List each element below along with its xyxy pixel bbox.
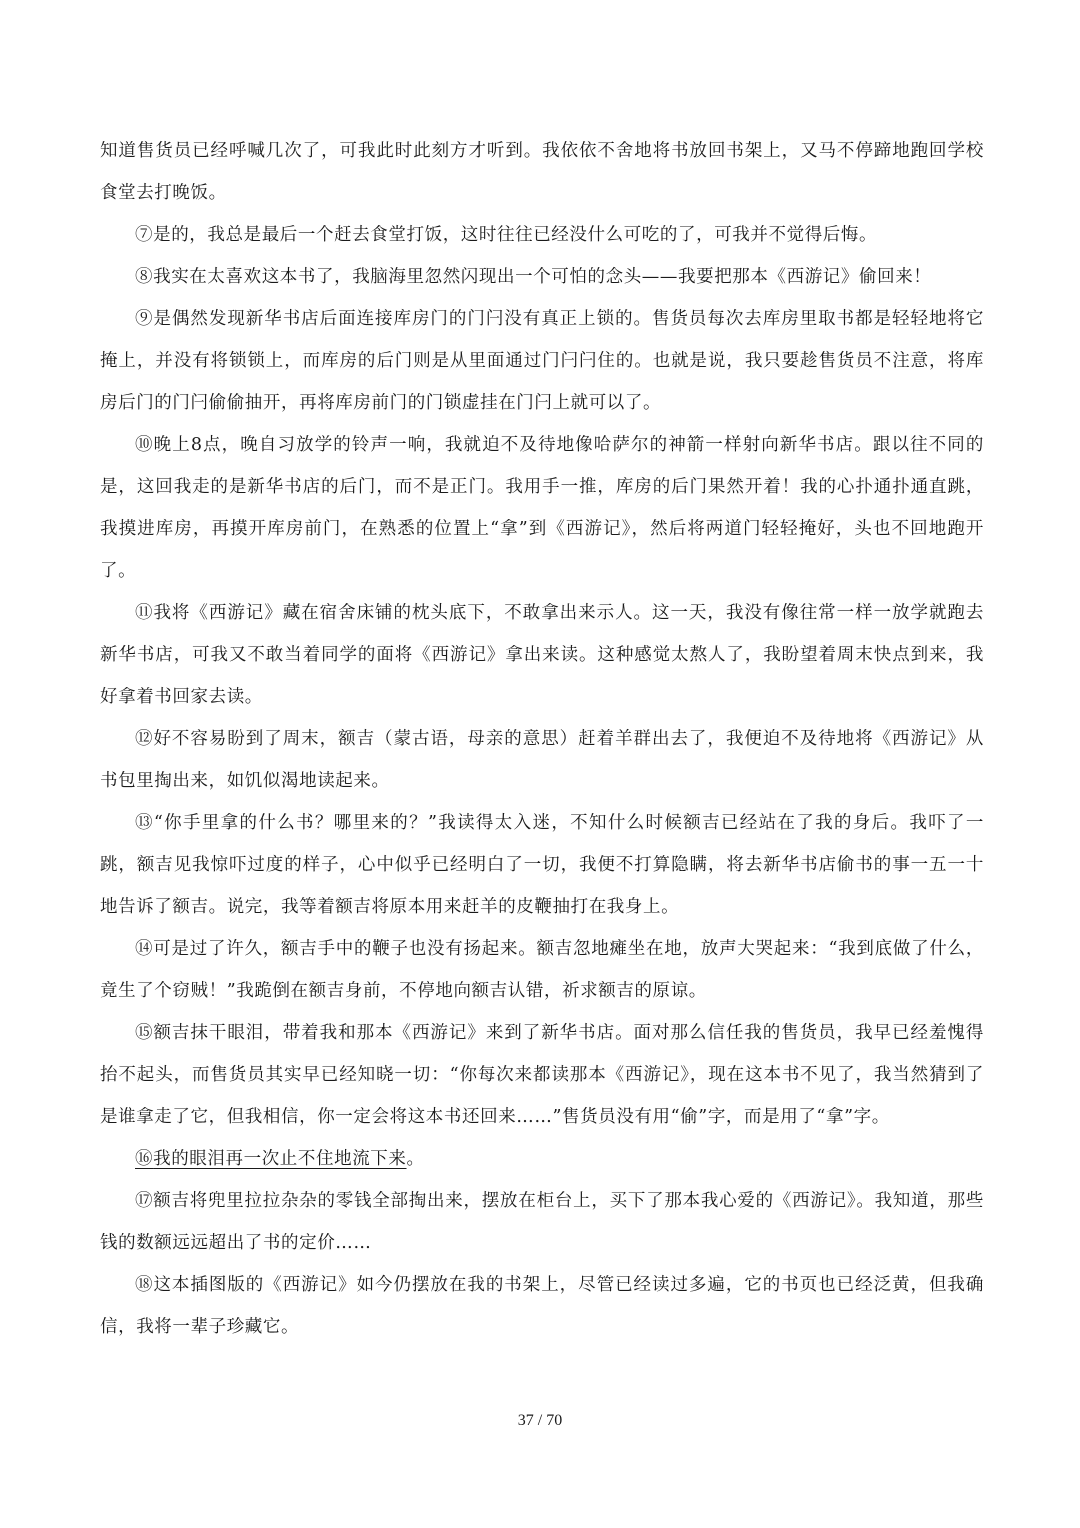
paragraph-16-text: 我的眼泪再一次止不住地流下来: [153, 1149, 407, 1169]
paragraph-16-marker: ⑯: [135, 1149, 154, 1169]
paragraph-7: ⑦是的，我总是最后一个赶去食堂打饭，这时往往已经没什么可吃的了，可我并不觉得后悔。: [135, 225, 878, 245]
paragraph-14: ⑭可是过了许久，额吉手中的鞭子也没有扬起来。额吉忽地瘫坐在地，放声大哭起来：“我到底做了什么，竟生了个窃贼！”我跪倒在额吉身前，不停地向额吉认错，祈求额吉的原谅。: [100, 939, 984, 1001]
paragraph-15: ⑮额吉抹干眼泪，带着我和那本《西游记》来到了新华书店。面对那么信任我的售货员，我早已经羞愧得抬不起头，而售货员其实早已经知晓一切：“你每次来都读那本《西游记》，现在这本书不见了，我当然猜到了是谁拿走了它，但我相信，你一定会将这本书还回来……”售货员没有用“偷”字，而是用了“拿”字。: [100, 1023, 984, 1127]
page-number: 37 / 70: [517, 1412, 563, 1429]
paragraph-16: [100, 1138, 984, 1180]
paragraph-10: ⑩晚上8点，晚自习放学的铃声一响，我就迫不及待地像哈萨尔的神箭一样射向新华书店。跟以往不同的是，这回我走的是新华书店的后门，而不是正门。我用手一推，库房的后门果然开着！我的心扑通扑通直跳，我摸进库房，再摸开库房前门，在熟悉的位置上“拿”到《西游记》，然后将两道门轻轻掩好，头也不回地跑开了。: [100, 435, 984, 581]
paragraph-continuation: 知道售货员已经呼喊几次了，可我此时此刻方才听到。我依依不舍地将书放回书架上，又马不停蹄地跑回学校食堂去打晚饭。: [100, 141, 984, 203]
paragraph-13: ⑬“你手里拿的什么书？哪里来的？”我读得太入迷，不知什么时候额吉已经站在了我的身后。我吓了一跳，额吉见我惊吓过度的样子，心中似乎已经明白了一切，我便不打算隐瞒，将去新华书店偷书的事一五一十地告诉了额吉。说完，我等着额吉将原本用来赶羊的皮鞭抽打在我身上。: [100, 813, 984, 917]
paragraph-16-period: 。: [406, 1149, 425, 1169]
paragraph-9: ⑨是偶然发现新华书店后面连接库房门的门闩没有真正上锁的。售货员每次去库房里取书都是轻轻地将它掩上，并没有将锁锁上，而库房的后门则是从里面通过门闩闩住的。也就是说，我只要趁售货员不注意，将库房后门的门闩偷偷抽开，再将库房前门的门锁虚挂在门闩上就可以了。: [100, 309, 984, 413]
document-body: [100, 130, 984, 1348]
paragraph-16-underlined-sentence: [135, 1149, 407, 1169]
paragraph-11: ⑪我将《西游记》藏在宿舍床铺的枕头底下，不敢拿出来示人。这一天，我没有像往常一样一放学就跑去新华书店，可我又不敢当着同学的面将《西游记》拿出来读。这种感觉太熬人了，我盼望着周末快点到来，我好拿着书回家去读。: [100, 603, 984, 707]
paragraph-8: ⑧我实在太喜欢这本书了，我脑海里忽然闪现出一个可怕的念头——我要把那本《西游记》偷回来！: [135, 267, 932, 287]
paragraph-12: ⑫好不容易盼到了周末，额吉（蒙古语，母亲的意思）赶着羊群出去了，我便迫不及待地将《西游记》从书包里掏出来，如饥似渴地读起来。: [100, 729, 984, 791]
paragraph-17: ⑰额吉将兜里拉拉杂杂的零钱全部掏出来，摆放在柜台上，买下了那本我心爱的《西游记》。我知道，那些钱的数额远远超出了书的定价……: [100, 1191, 984, 1253]
paragraph-18: ⑱这本插图版的《西游记》如今仍摆放在我的书架上，尽管已经读过多遍，它的书页也已经泛黄，但我确信，我将一辈子珍藏它。: [100, 1275, 984, 1337]
